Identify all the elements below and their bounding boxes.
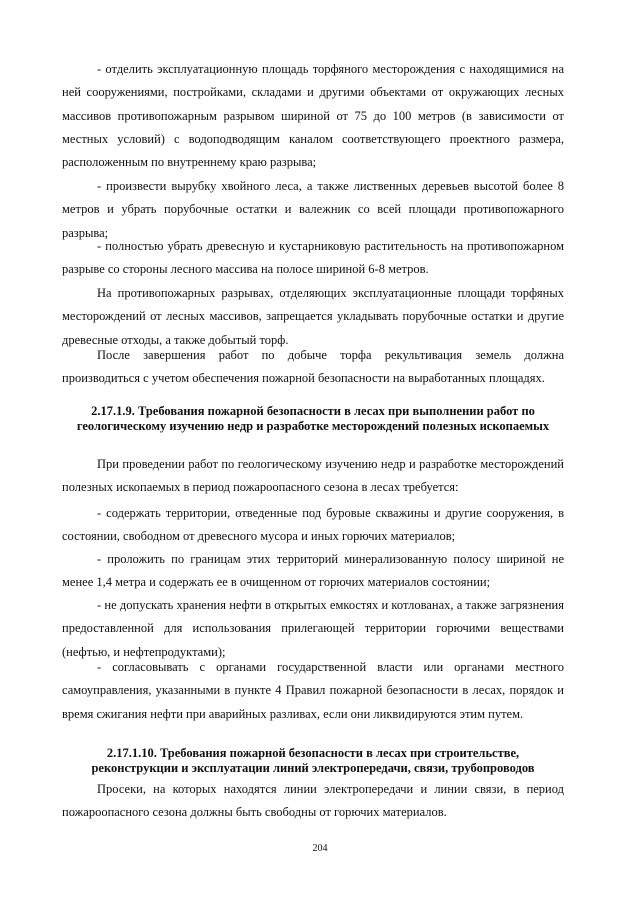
page-number: 204 <box>312 843 328 854</box>
paragraph-geology-intro: При проведении работ по геологическому изучению недр и разработке месторождений полезных ископаемых в период пожароопасного сезона в лесах требуется: <box>62 457 564 495</box>
section-heading-power-lines: 2.17.1.10. Требования пожарной безопасности в лесах при строительстве, реконструкции и эксплуатации линий электропередачи, связи, трубопроводов <box>91 746 535 775</box>
paragraph-remove-vegetation: - полностью убрать древесную и кустарниковую растительность на противопожарном разрыве со стороны лесного массива на полосе шириной 6-8 метров. <box>62 239 564 277</box>
paragraph-oil-burning-approval: - согласовывать с органами государственной власти или органами местного самоуправления, указанными в пункте 4 Правил пожарной безопасности в лесах, порядок и время сжигания нефти при аварийных разливах, если они ликвидируются этим путем. <box>62 660 564 721</box>
section-heading-geology: 2.17.1.9. Требования пожарной безопасности в лесах при выполнении работ по геологическому изучению недр и разработке месторождений полезных ископаемых <box>76 404 550 433</box>
paragraph-oil-storage: - не допускать хранения нефти в открытых емкостях и котлованах, а также загрязнения предоставленной для использования прилегающей территории горючими веществами (нефтью, и нефтепродуктами); <box>62 598 564 659</box>
paragraph-mineralized-strip: - проложить по границам этих территорий минерализованную полосу шириной не менее 1,4 метра и содержать ее в очищенном от горючих материалов состоянии; <box>62 552 564 590</box>
paragraph-cut-conifers: - произвести вырубку хвойного леса, а также лиственных деревьев высотой более 8 метров и убрать порубочные остатки и валежник со всей площади противопожарного разрыва; <box>62 179 564 240</box>
paragraph-separate-peat-area: - отделить эксплуатационную площадь торфяного месторождения с находящимися на ней сооружениями, постройками, складами и другими объектами от окружающих лесных массивов противопожарным разрывом шириной от 75 до 100 метров (в зависимости от местных условий) с водоподводящим каналом соответствующего проектного размера, расположенным по внутреннему краю разрыва; <box>62 62 564 170</box>
paragraph-firebreak-prohibition: На противопожарных разрывах, отделяющих эксплуатационные площади торфяных месторождений от лесных массивов, запрещается укладывать порубочные остатки и другие древесные отходы, а также добытый торф. <box>62 286 564 347</box>
paragraph-clearings: Просеки, на которых находятся линии электропередачи и линии связи, в период пожароопасного сезона должны быть свободны от горючих материалов. <box>62 782 564 820</box>
paragraph-land-reclamation: После завершения работ по добыче торфа рекультивация земель должна производиться с учетом обеспечения пожарной безопасности на выработанных площадях. <box>62 348 564 386</box>
paragraph-keep-territories-clean: - содержать территории, отведенные под буровые скважины и другие сооружения, в состоянии, свободном от древесного мусора и иных горючих материалов; <box>62 506 564 544</box>
